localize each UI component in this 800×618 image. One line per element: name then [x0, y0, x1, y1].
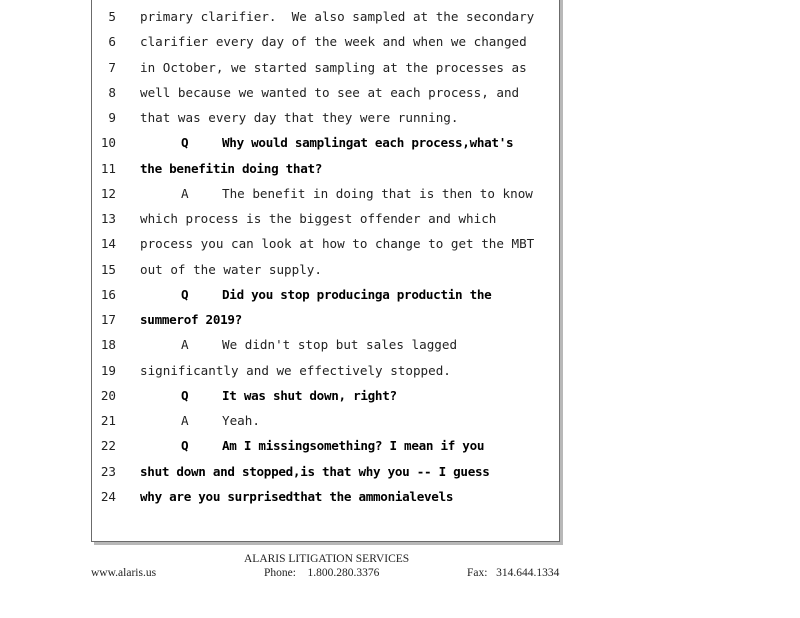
line-text [140, 383, 397, 408]
transcript-line [92, 433, 559, 458]
line-number: 9 [108, 110, 116, 125]
answer-marker: A [181, 413, 189, 428]
line-content: process you can look at how to change to get the MBT [140, 236, 535, 252]
line-number: 6 [108, 34, 116, 50]
line-content: Did you stop producinga productin the [222, 286, 492, 302]
line-content: significantly and we effectively stopped. [140, 362, 451, 378]
transcript-line [92, 257, 559, 282]
line-number: 14 [100, 236, 116, 252]
footer-company: ALARIS LITIGATION SERVICES [244, 553, 410, 565]
line-text [140, 282, 491, 307]
transcript-line [92, 282, 559, 307]
line-content: which process is the biggest offender and which [140, 211, 497, 226]
line-content: well because we wanted to see at each process, and [140, 84, 520, 100]
line-content: that was every day that they were running. [140, 110, 459, 125]
line-number: 24 [100, 488, 116, 504]
line-number: 21 [100, 413, 116, 428]
line-text [140, 105, 458, 130]
line-text [140, 484, 453, 509]
footer-phone [264, 567, 379, 579]
transcript-line [92, 484, 559, 509]
transcript-line [92, 156, 559, 181]
line-number: 16 [100, 286, 116, 302]
transcript-line [92, 4, 559, 29]
transcript-line [92, 80, 559, 105]
line-text [140, 433, 484, 458]
line-number: 22 [100, 438, 116, 454]
answer-marker: A [181, 337, 189, 353]
line-content: clarifier every day of the week and when we changed [140, 34, 527, 50]
line-number: 17 [100, 312, 116, 327]
line-content: primary clarifier. We also sampled at the secondary [140, 9, 535, 24]
line-number: 11 [100, 160, 116, 176]
fax-label: Fax: [467, 567, 488, 579]
fax-number: 314.644.1334 [496, 567, 560, 579]
line-text [140, 130, 513, 155]
line-text [140, 358, 451, 383]
line-number: 20 [100, 387, 116, 403]
transcript-line [92, 206, 559, 231]
line-text [140, 156, 322, 181]
line-text [140, 307, 242, 332]
line-content: The benefit in doing that is then to know [222, 185, 533, 201]
line-number: 19 [100, 362, 116, 378]
transcript-line [92, 29, 559, 54]
line-content: We didn't stop but sales lagged [222, 337, 458, 353]
line-text [140, 55, 527, 80]
transcript-line [92, 130, 559, 155]
line-content: It was shut down, right? [222, 387, 397, 403]
transcript-line [92, 408, 559, 433]
line-content: Am I missingsomething? I mean if you [222, 438, 485, 454]
transcript-line [92, 358, 559, 383]
line-content: why are you surprisedthat the ammonialevels [140, 488, 454, 504]
line-number: 5 [108, 9, 116, 24]
line-text [140, 408, 260, 433]
transcript-line [92, 231, 559, 256]
footer-website[interactable]: www.alaris.us [91, 567, 157, 579]
line-number: 12 [100, 185, 116, 201]
line-text [140, 4, 534, 29]
line-text [140, 181, 533, 206]
line-number: 15 [100, 261, 116, 277]
line-content: Yeah. [222, 413, 260, 428]
transcript-line [92, 383, 559, 408]
transcript-line [92, 181, 559, 206]
question-marker: Q [181, 286, 189, 302]
transcript-line [92, 105, 559, 130]
line-number: 10 [100, 135, 116, 151]
question-marker: Q [181, 135, 189, 151]
line-text [140, 29, 527, 54]
line-text [140, 257, 322, 282]
line-content: Why would samplingat each process,what's [222, 135, 514, 151]
line-text [140, 332, 457, 357]
line-text [140, 206, 496, 231]
transcript-line [92, 55, 559, 80]
line-number: 23 [100, 463, 116, 479]
line-number: 7 [108, 59, 116, 75]
line-number: 13 [100, 211, 116, 226]
line-content: out of the water supply. [140, 261, 322, 277]
line-text [140, 459, 490, 484]
phone-label: Phone: [264, 567, 296, 579]
transcript-line [92, 307, 559, 332]
line-number: 18 [100, 337, 116, 353]
footer-fax [467, 567, 559, 579]
answer-marker: A [181, 185, 189, 201]
line-number: 8 [108, 84, 116, 100]
question-marker: Q [181, 438, 189, 454]
line-content: shut down and stopped,is that why you -- I guess [140, 463, 490, 479]
transcript-line [92, 459, 559, 484]
phone-number: 1.800.280.3376 [307, 567, 380, 579]
line-content: summerof 2019? [140, 312, 242, 327]
transcript-page [91, 0, 560, 542]
line-text [140, 231, 534, 256]
line-content: the benefitin doing that? [140, 160, 323, 176]
transcript-line [92, 332, 559, 357]
line-content: in October, we started sampling at the processes as [140, 59, 527, 75]
question-marker: Q [181, 387, 189, 403]
line-text [140, 80, 519, 105]
